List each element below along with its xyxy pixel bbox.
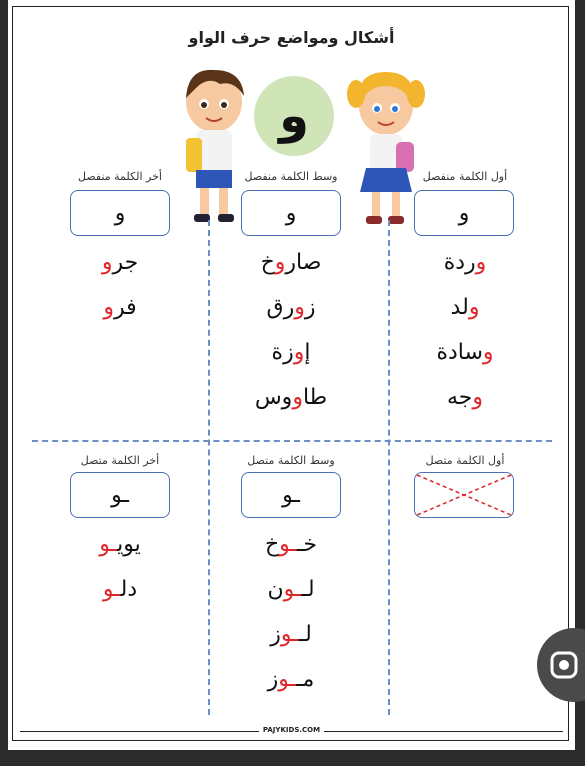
word-item: [216, 385, 366, 410]
word-item: [216, 577, 366, 602]
word-part: ن: [267, 577, 284, 602]
word-part: ز: [304, 295, 316, 320]
letter-box-start-connected-crossed: [414, 472, 514, 518]
highlighted-letter: ـو: [280, 622, 299, 647]
word-item: [390, 385, 540, 410]
word-part: خـ: [296, 532, 318, 557]
letter-box-end-separate: و: [70, 190, 170, 236]
word-item: [390, 295, 540, 320]
letter-box-middle-separate: و: [241, 190, 341, 236]
word-part: خ: [260, 250, 275, 275]
highlighted-letter: و: [294, 295, 305, 320]
column-label-middle-separate: وسط الكلمة منفصل: [244, 170, 338, 183]
word-item: [45, 250, 195, 275]
word-part: فر: [113, 295, 137, 320]
word-part: زة: [271, 340, 294, 365]
section-divider: [32, 440, 552, 442]
highlighted-letter: ـو: [278, 667, 297, 692]
column-label-middle-connected: وسط الكلمة متصل: [247, 454, 335, 467]
word-part: رق: [266, 295, 295, 320]
word-item: [45, 295, 195, 320]
word-item: [216, 250, 366, 275]
highlighted-letter: ـو: [283, 577, 302, 602]
column-label-start-separate: أول الكلمة منفصل: [422, 170, 508, 183]
highlighted-letter: و: [274, 250, 286, 275]
column-divider: [208, 220, 210, 715]
highlighted-letter: و: [475, 250, 487, 275]
word-part: ز: [270, 622, 281, 647]
column-label-end-separate: أخر الكلمة منفصل: [78, 170, 162, 183]
word-part: دل: [120, 577, 138, 602]
word-item: [390, 340, 540, 365]
highlighted-letter: و: [292, 385, 303, 410]
letter-box-middle-connected: ـو: [241, 472, 341, 518]
word-item: [216, 622, 366, 647]
word-item: [45, 532, 195, 557]
highlighted-letter: و: [293, 340, 305, 365]
word-item: [216, 295, 366, 320]
word-part: لـ: [298, 622, 312, 647]
word-part: خ: [264, 532, 280, 557]
highlighted-letter: ـو: [99, 532, 118, 557]
highlighted-letter: و: [101, 250, 113, 275]
word-item: [216, 667, 366, 692]
word-part: ز: [267, 667, 279, 692]
word-item: [390, 250, 540, 275]
page-title: أشكال ومواضع حرف الواو: [188, 28, 395, 47]
word-part: جر: [112, 250, 139, 275]
letter-box-end-connected: ـو: [70, 472, 170, 518]
word-item: [216, 532, 366, 557]
highlighted-letter: و: [482, 340, 494, 365]
word-part: إ: [304, 340, 311, 365]
word-part: مـ: [296, 667, 315, 692]
letter-box-start-separate: و: [414, 190, 514, 236]
column-label-end-connected: أخر الكلمة متصل: [80, 454, 160, 467]
word-part: لد: [450, 295, 469, 320]
word-item: [45, 577, 195, 602]
camera-lens-icon: [549, 650, 579, 680]
highlighted-letter: و: [468, 295, 480, 320]
featured-letter-circle: و: [254, 76, 334, 156]
word-part: طا: [302, 385, 328, 410]
highlighted-letter: ـو: [279, 532, 297, 557]
word-part: يوي: [117, 532, 141, 557]
column-label-start-connected: أول الكلمة متصل: [425, 454, 505, 467]
footer-site: PAJYKIDS.COM: [259, 726, 324, 734]
word-part: جه: [446, 385, 473, 410]
highlighted-letter: ـو: [102, 577, 121, 602]
word-item: [216, 340, 366, 365]
word-part: سادة: [436, 340, 483, 365]
word-part: صار: [285, 250, 322, 275]
word-part: ردة: [443, 250, 476, 275]
highlighted-letter: و: [472, 385, 484, 410]
crossed-out-icon: [415, 473, 513, 517]
highlighted-letter: و: [103, 295, 114, 320]
word-part: لـ: [301, 577, 315, 602]
footer: [8, 717, 575, 736]
word-part: وس: [254, 385, 293, 410]
worksheet: [8, 0, 575, 750]
